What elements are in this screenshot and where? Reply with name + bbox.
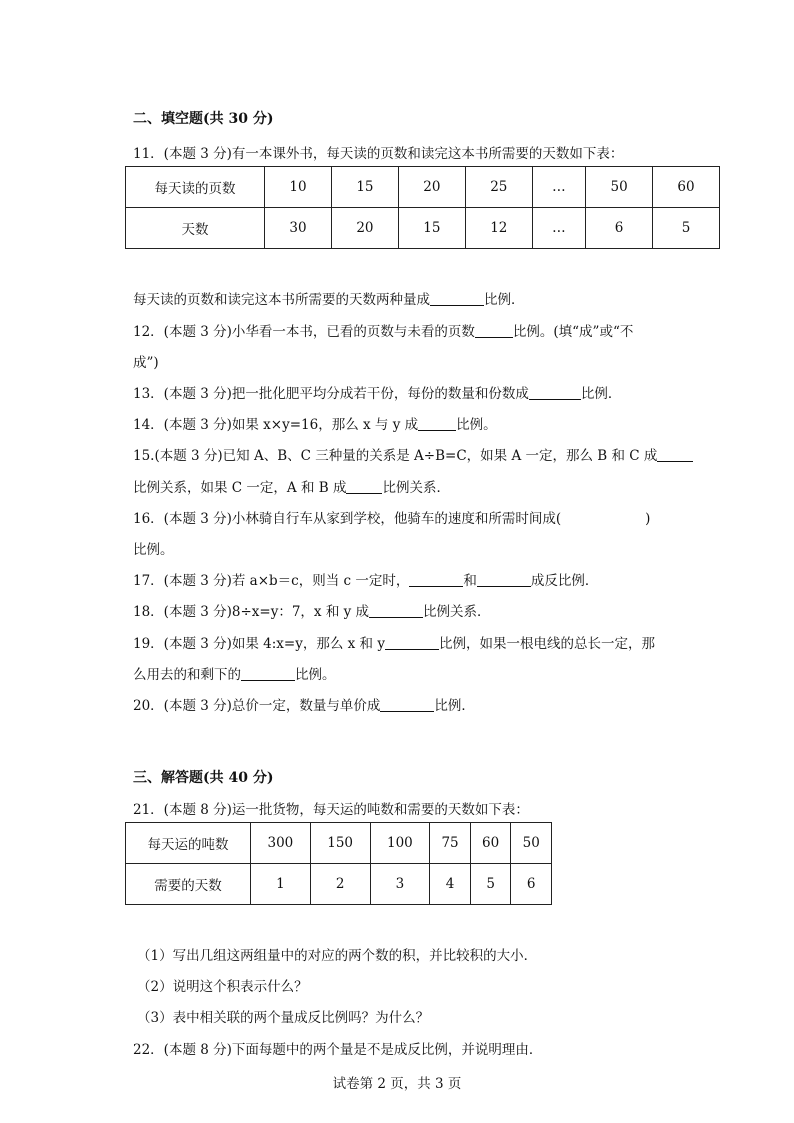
table-cell: 20: [398, 167, 465, 208]
answer-blank[interactable]: [409, 572, 463, 587]
tons-days-table: [125, 822, 552, 905]
table-cell: 15: [331, 167, 398, 208]
answer-blank[interactable]: [241, 666, 295, 681]
question-text: 19．(本题 3 分)如果 4:x=y，那么 x 和 y: [133, 636, 385, 652]
question-text: 12．(本题 3 分)小华看一本书，已看的页数与未看的页数: [133, 324, 475, 340]
question-text: 比例．: [484, 292, 525, 308]
question-15: [133, 444, 693, 464]
table-cell: 6: [511, 864, 552, 905]
table-row: [126, 864, 552, 905]
answer-blank[interactable]: [418, 416, 456, 431]
question-19: [133, 632, 655, 652]
table-cell: 50: [511, 823, 552, 864]
table-cell: 5: [470, 864, 511, 905]
table-cell: 天数: [126, 208, 265, 249]
table-cell: …: [532, 167, 585, 208]
page-footer: 试卷第 2 页，共 3 页: [332, 1076, 462, 1092]
question-text: 16．(本题 3 分)小林骑自行车从家到学校，他骑车的速度和所需时间成(: [133, 511, 562, 527]
answer-blank[interactable]: [475, 323, 513, 338]
answer-blank[interactable]: [385, 635, 439, 650]
answer-blank[interactable]: [369, 603, 423, 618]
question-20: [133, 694, 475, 714]
table-cell: 4: [430, 864, 471, 905]
question-text: 比例。: [456, 417, 497, 433]
table-cell: 300: [251, 823, 311, 864]
question-21-stem: 21．(本题 8 分)运一批货物，每天运的吨数和需要的天数如下表：: [133, 802, 529, 818]
question-18: [133, 600, 491, 620]
answer-blank[interactable]: [529, 385, 581, 400]
question-text: 14．(本题 3 分)如果 x×y=16，那么 x 与 y 成: [133, 417, 419, 433]
table-cell: 6: [586, 208, 653, 249]
table-cell: 20: [331, 208, 398, 249]
table-cell: 25: [465, 167, 532, 208]
question-text: 么用去的和剩下的: [133, 667, 241, 683]
question-text: ): [645, 511, 651, 527]
question-14: [133, 413, 497, 433]
answer-blank[interactable]: [380, 697, 434, 712]
question-text: 和: [463, 573, 477, 589]
table-cell: 60: [653, 167, 720, 208]
table-row: [126, 208, 720, 249]
question-text: 15.(本题 3 分)已知 A、B、C 三种量的关系是 A÷B=C，如果 A 一定，那么 B 和 C 成: [133, 448, 658, 464]
table-row: [126, 167, 720, 208]
question-text: 13．(本题 3 分)把一批化肥平均分成若干份，每份的数量和份数成: [133, 386, 529, 402]
question-text: 20．(本题 3 分)总价一定，数量与单价成: [133, 698, 381, 714]
table-cell: 5: [653, 208, 720, 249]
question-11-prompt: [133, 288, 525, 308]
question-text: 17．(本题 3 分)若 a×b＝c，则当 c 一定时，: [133, 573, 410, 589]
answer-blank[interactable]: [477, 572, 531, 587]
question-17: [133, 569, 598, 589]
question-text: 比例关系．: [382, 480, 450, 496]
table-cell: 3: [370, 864, 430, 905]
table-cell: 每天读的页数: [126, 167, 265, 208]
question-19-cont: [133, 663, 336, 683]
table-cell: 每天运的吨数: [126, 823, 251, 864]
question-text: 比例。(填“成”或“不: [512, 324, 634, 340]
table-cell: 50: [586, 167, 653, 208]
question-16-cont: 比例。: [133, 542, 174, 558]
answer-blank[interactable]: [657, 447, 693, 462]
table-cell: 30: [265, 208, 332, 249]
section-title-answers: 三、解答题(共 40 分): [133, 770, 274, 786]
question-text: 比例关系，如果 C 一定，A 和 B 成: [133, 480, 347, 496]
question-text: 成反比例．: [530, 573, 599, 589]
table-cell: 12: [465, 208, 532, 249]
question-11-stem: 11．(本题 3 分)有一本课外书，每天读的页数和读完这本书所需要的天数如下表：: [133, 146, 624, 162]
table-cell: 100: [370, 823, 430, 864]
question-text: 比例。: [295, 667, 336, 683]
table-cell: …: [532, 208, 585, 249]
table-cell: 需要的天数: [126, 864, 251, 905]
question-22-stem: 22．(本题 8 分)下面每题中的两个量是不是成反比例，并说明理由．: [133, 1042, 543, 1058]
question-21-part-3: （3）表中相关联的两个量成反比例吗？为什么？: [137, 1010, 430, 1026]
table-cell: 15: [398, 208, 465, 249]
answer-blank[interactable]: [430, 291, 484, 306]
question-12-cont: 成”): [133, 355, 159, 371]
question-text: 比例．: [580, 386, 622, 402]
table-cell: 10: [265, 167, 332, 208]
table-cell: 2: [310, 864, 370, 905]
question-15-cont: [133, 476, 450, 496]
question-12: [133, 320, 633, 340]
question-text: 18．(本题 3 分)8÷x=y：7，x 和 y 成: [133, 604, 370, 620]
question-16: [133, 507, 650, 527]
pages-days-table: [125, 166, 720, 249]
table-row: [126, 823, 552, 864]
question-text: 比例．: [434, 698, 475, 714]
table-cell: 75: [430, 823, 471, 864]
answer-blank[interactable]: [346, 479, 382, 494]
question-text: 每天读的页数和读完这本书所需要的天数两种量成: [133, 292, 430, 308]
question-text: 比例，如果一根电线的总长一定，那: [438, 636, 655, 652]
question-13: [133, 382, 621, 402]
table-cell: 1: [251, 864, 311, 905]
table-cell: 150: [310, 823, 370, 864]
question-21-part-2: （2）说明这个积表示什么？: [137, 979, 308, 995]
section-title-fill-in: 二、填空题(共 30 分): [133, 111, 274, 127]
question-text: 比例关系．: [423, 604, 491, 620]
question-21-part-1: （1）写出几组这两组量中的对应的两个数的积，并比较积的大小．: [137, 948, 538, 964]
table-cell: 60: [470, 823, 511, 864]
